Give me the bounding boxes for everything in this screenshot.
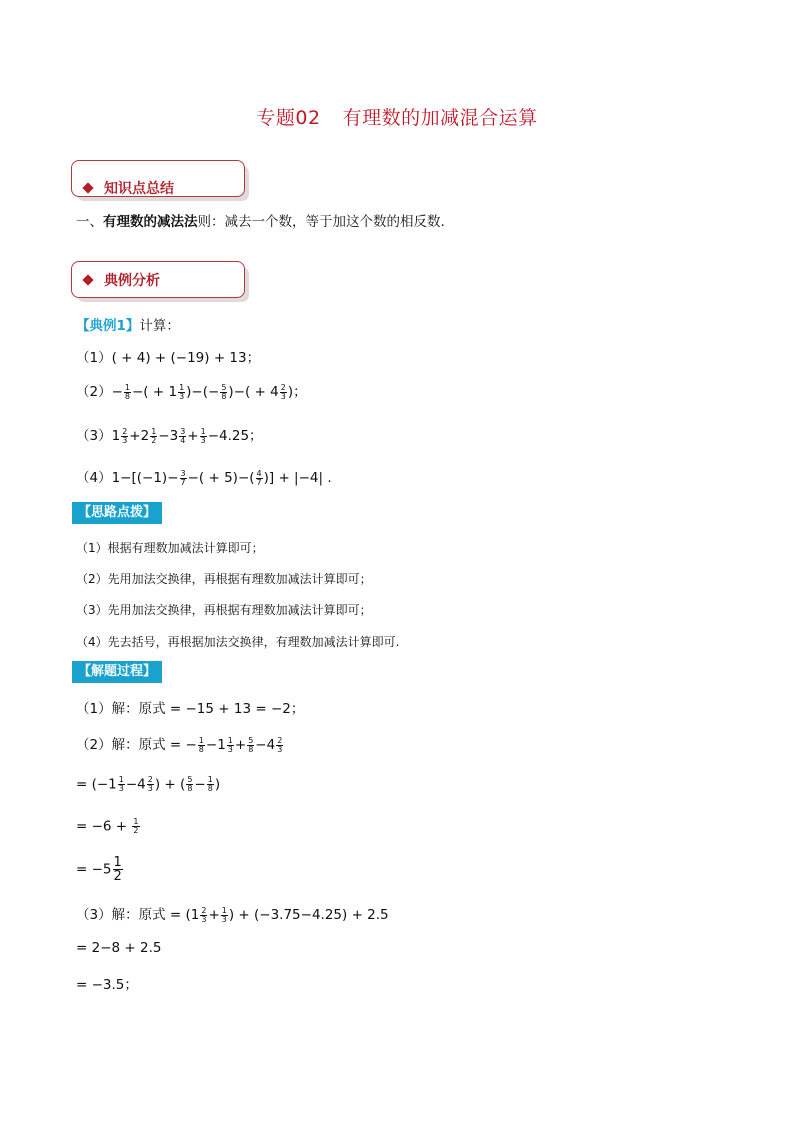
problem-1: （1）( + 4) + (−19) + 13； bbox=[76, 350, 261, 366]
solution-2-line4: = −5 $\frac{1}{2}$ bbox=[76, 855, 122, 884]
section-label: 知识点总结 bbox=[104, 181, 174, 197]
solution-2-line3: = −6 + $\frac{1}{2}$ bbox=[76, 817, 139, 835]
solution-2-line1: （2）解：原式 = − $\frac{1}{8}$ −1 $\frac{1}{3}$ + $\frac{5}{8}$ −4 $\frac{2}{3}$ bbox=[76, 735, 283, 754]
problem-2: （2）− $\frac{1}{8}$ −( + 1 $\frac{1}{3}$ )−(− $\frac{5}{8}$ )−( + 4 $\frac{2}{3}$ )； bbox=[76, 382, 307, 401]
section-label: 典例分析 bbox=[104, 273, 160, 289]
page-title: 专题02 有理数的加减混合运算 bbox=[256, 107, 538, 129]
solution-1: （1）解：原式 = −15 + 13 = −2； bbox=[76, 701, 305, 717]
problem-3: （3）1 $\frac{2}{3}$ +2 $\frac{1}{2}$ −3 $\frac{3}{4}$ + $\frac{1}{3}$ −4.25； bbox=[76, 426, 263, 445]
solution-3-line2: = 2−8 + 2.5 bbox=[76, 940, 162, 956]
solution-2-line2: = (−1 $\frac{1}{3}$ −4 $\frac{2}{3}$ ) + ( $\frac{5}{8}$ − $\frac{1}{8}$ ) bbox=[76, 775, 221, 793]
diamond-icon bbox=[82, 274, 93, 285]
hint-2: （2）先用加法交换律，再根据有理数加减法计算即可； bbox=[76, 572, 372, 586]
subtraction-rule: 一、有理数的减法法则：减去一个数，等于加这个数的相反数. bbox=[76, 214, 445, 230]
solution-3-line1: （3）解：原式 = (1 $\frac{2}{3}$ + $\frac{1}{3}$ ) + (−3.75−4.25) + 2.5 bbox=[76, 905, 389, 924]
solution-tag: 【解题过程】 bbox=[72, 661, 162, 683]
section-header-examples bbox=[71, 261, 245, 298]
hint-3: （3）先用加法交换律，再根据有理数加减法计算即可； bbox=[76, 603, 372, 617]
hint-4: （4）先去括号，再根据加法交换律，有理数加减法计算即可. bbox=[76, 635, 400, 649]
problem-4: （4）1−[(−1)− $\frac{3}{7}$ −( + 5)−( $\frac{4}{7}$ )] + |−4| . bbox=[76, 468, 332, 487]
hint-tag: 【思路点拨】 bbox=[72, 502, 162, 524]
hint-1: （1）根据有理数加减法计算即可； bbox=[76, 541, 264, 555]
section-header-summary bbox=[71, 160, 245, 197]
diamond-icon bbox=[82, 182, 93, 193]
solution-3-line3: = −3.5； bbox=[76, 977, 138, 993]
example-heading: 【典例1】计算： bbox=[76, 318, 180, 334]
